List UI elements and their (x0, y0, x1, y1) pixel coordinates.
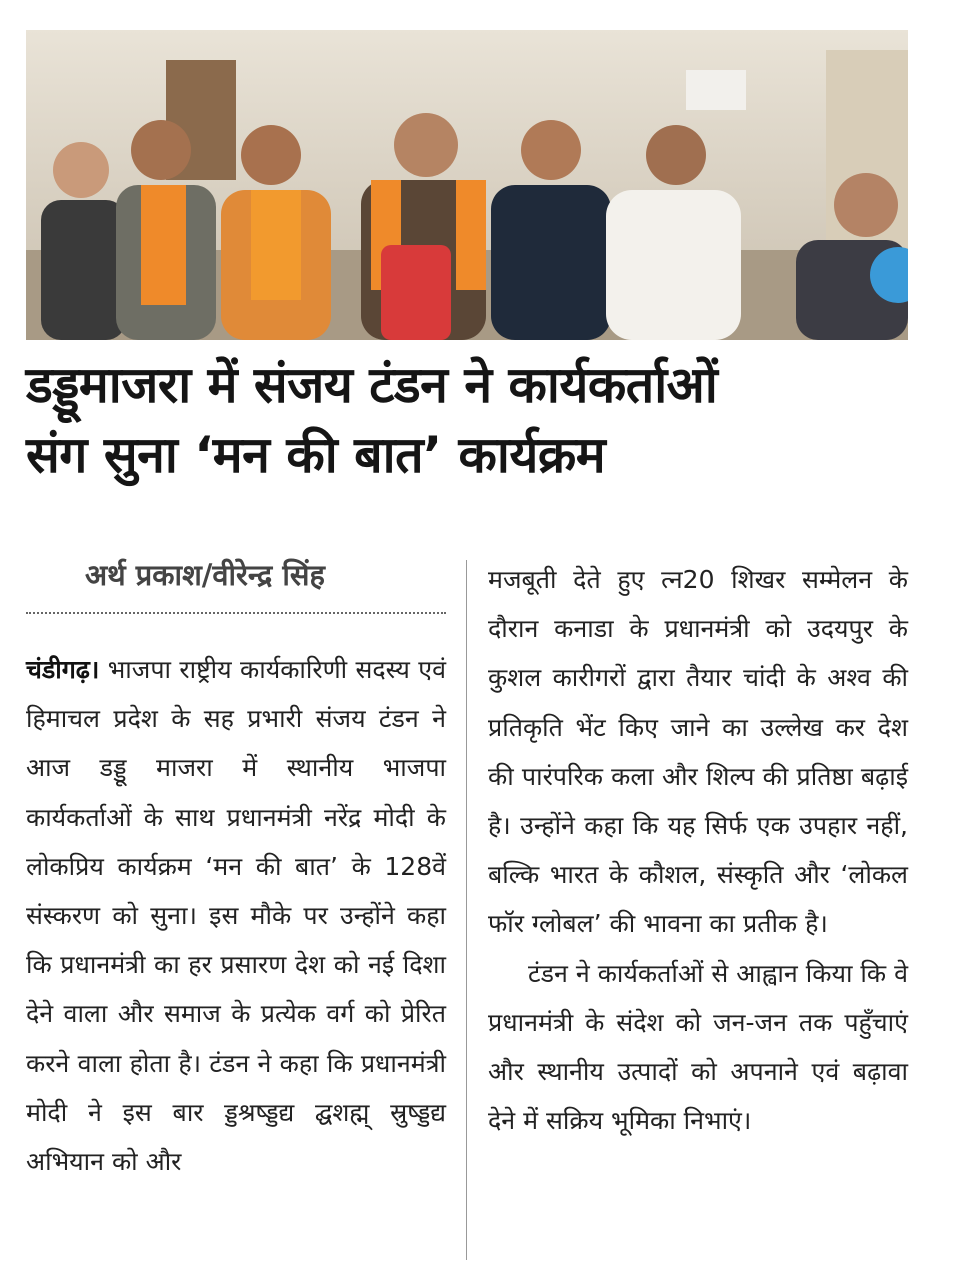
byline: अर्थ प्रकाश/वीरेन्द्र सिंह (85, 558, 325, 592)
article-text-right-2: टंडन ने कार्यकर्ताओं से आह्वान किया कि वे प्रधानमंत्री के संदेश को जन-जन तक पहुँचाएं और स्थानीय उत्पादों को अपनाने एवं बढ़ावा देने में सक्रिय भूमिका निभाएं। (488, 958, 908, 1136)
article-column-left (26, 645, 446, 1186)
column-divider (466, 560, 467, 1260)
article-paragraph (26, 645, 446, 1186)
byline-divider (26, 612, 446, 614)
article-text-right-1: मजबूती देते हुए त्न20 शिखर सम्मेलन के दौरान कनाडा के प्रधानमंत्री को उदयपुर के कुशल कारीगरों द्वारा तैयार चांदी के अश्व की प्रतिकृति भेंट किए जाने का उल्लेख कर देश की पारंपरिक कला और शिल्प की प्रतिष्ठा बढ़ाई है। उन्होंने कहा कि यह सिर्फ एक उपहार नहीं, बल्कि भारत के कौशल, संस्कृति और ‘लोकल फॉर ग्लोबल’ की भावना का प्रतीक है। (488, 565, 908, 939)
headline (26, 350, 926, 490)
headline-line-1: डड्डूमाजरा में संजय टंडन ने कार्यकर्ताओं (26, 356, 718, 414)
news-photo (26, 30, 908, 340)
dateline: चंडीगढ़। (26, 655, 100, 684)
article-text-left: भाजपा राष्ट्रीय कार्यकारिणी सदस्य एवं हिमाचल प्रदेश के सह प्रभारी संजय टंडन ने आज डड्डू माजरा में स्थानीय भाजपा कार्यकर्ताओं के साथ प्रधानमंत्री नरेंद्र मोदी के लोकप्रिय कार्यक्रम ‘मन की बात’ के 128वें संस्करण को सुना। इस मौके पर उन्होंने कहा कि प्रधानमंत्री का हर प्रसारण देश को नई दिशा देने वाला और समाज के प्रत्येक वर्ग को प्रेरित करने वाला होता है। टंडन ने कहा कि प्रधानमंत्री मोदी ने इस बार ड्डश्रष्ड्डद्य द्घशह्म् स्रुष्ड्डद्य अभियान को और (26, 655, 446, 1177)
article-column-right (488, 555, 908, 1145)
headline-line-2: संग सुना ‘मन की बात’ कार्यक्रम (26, 426, 606, 484)
